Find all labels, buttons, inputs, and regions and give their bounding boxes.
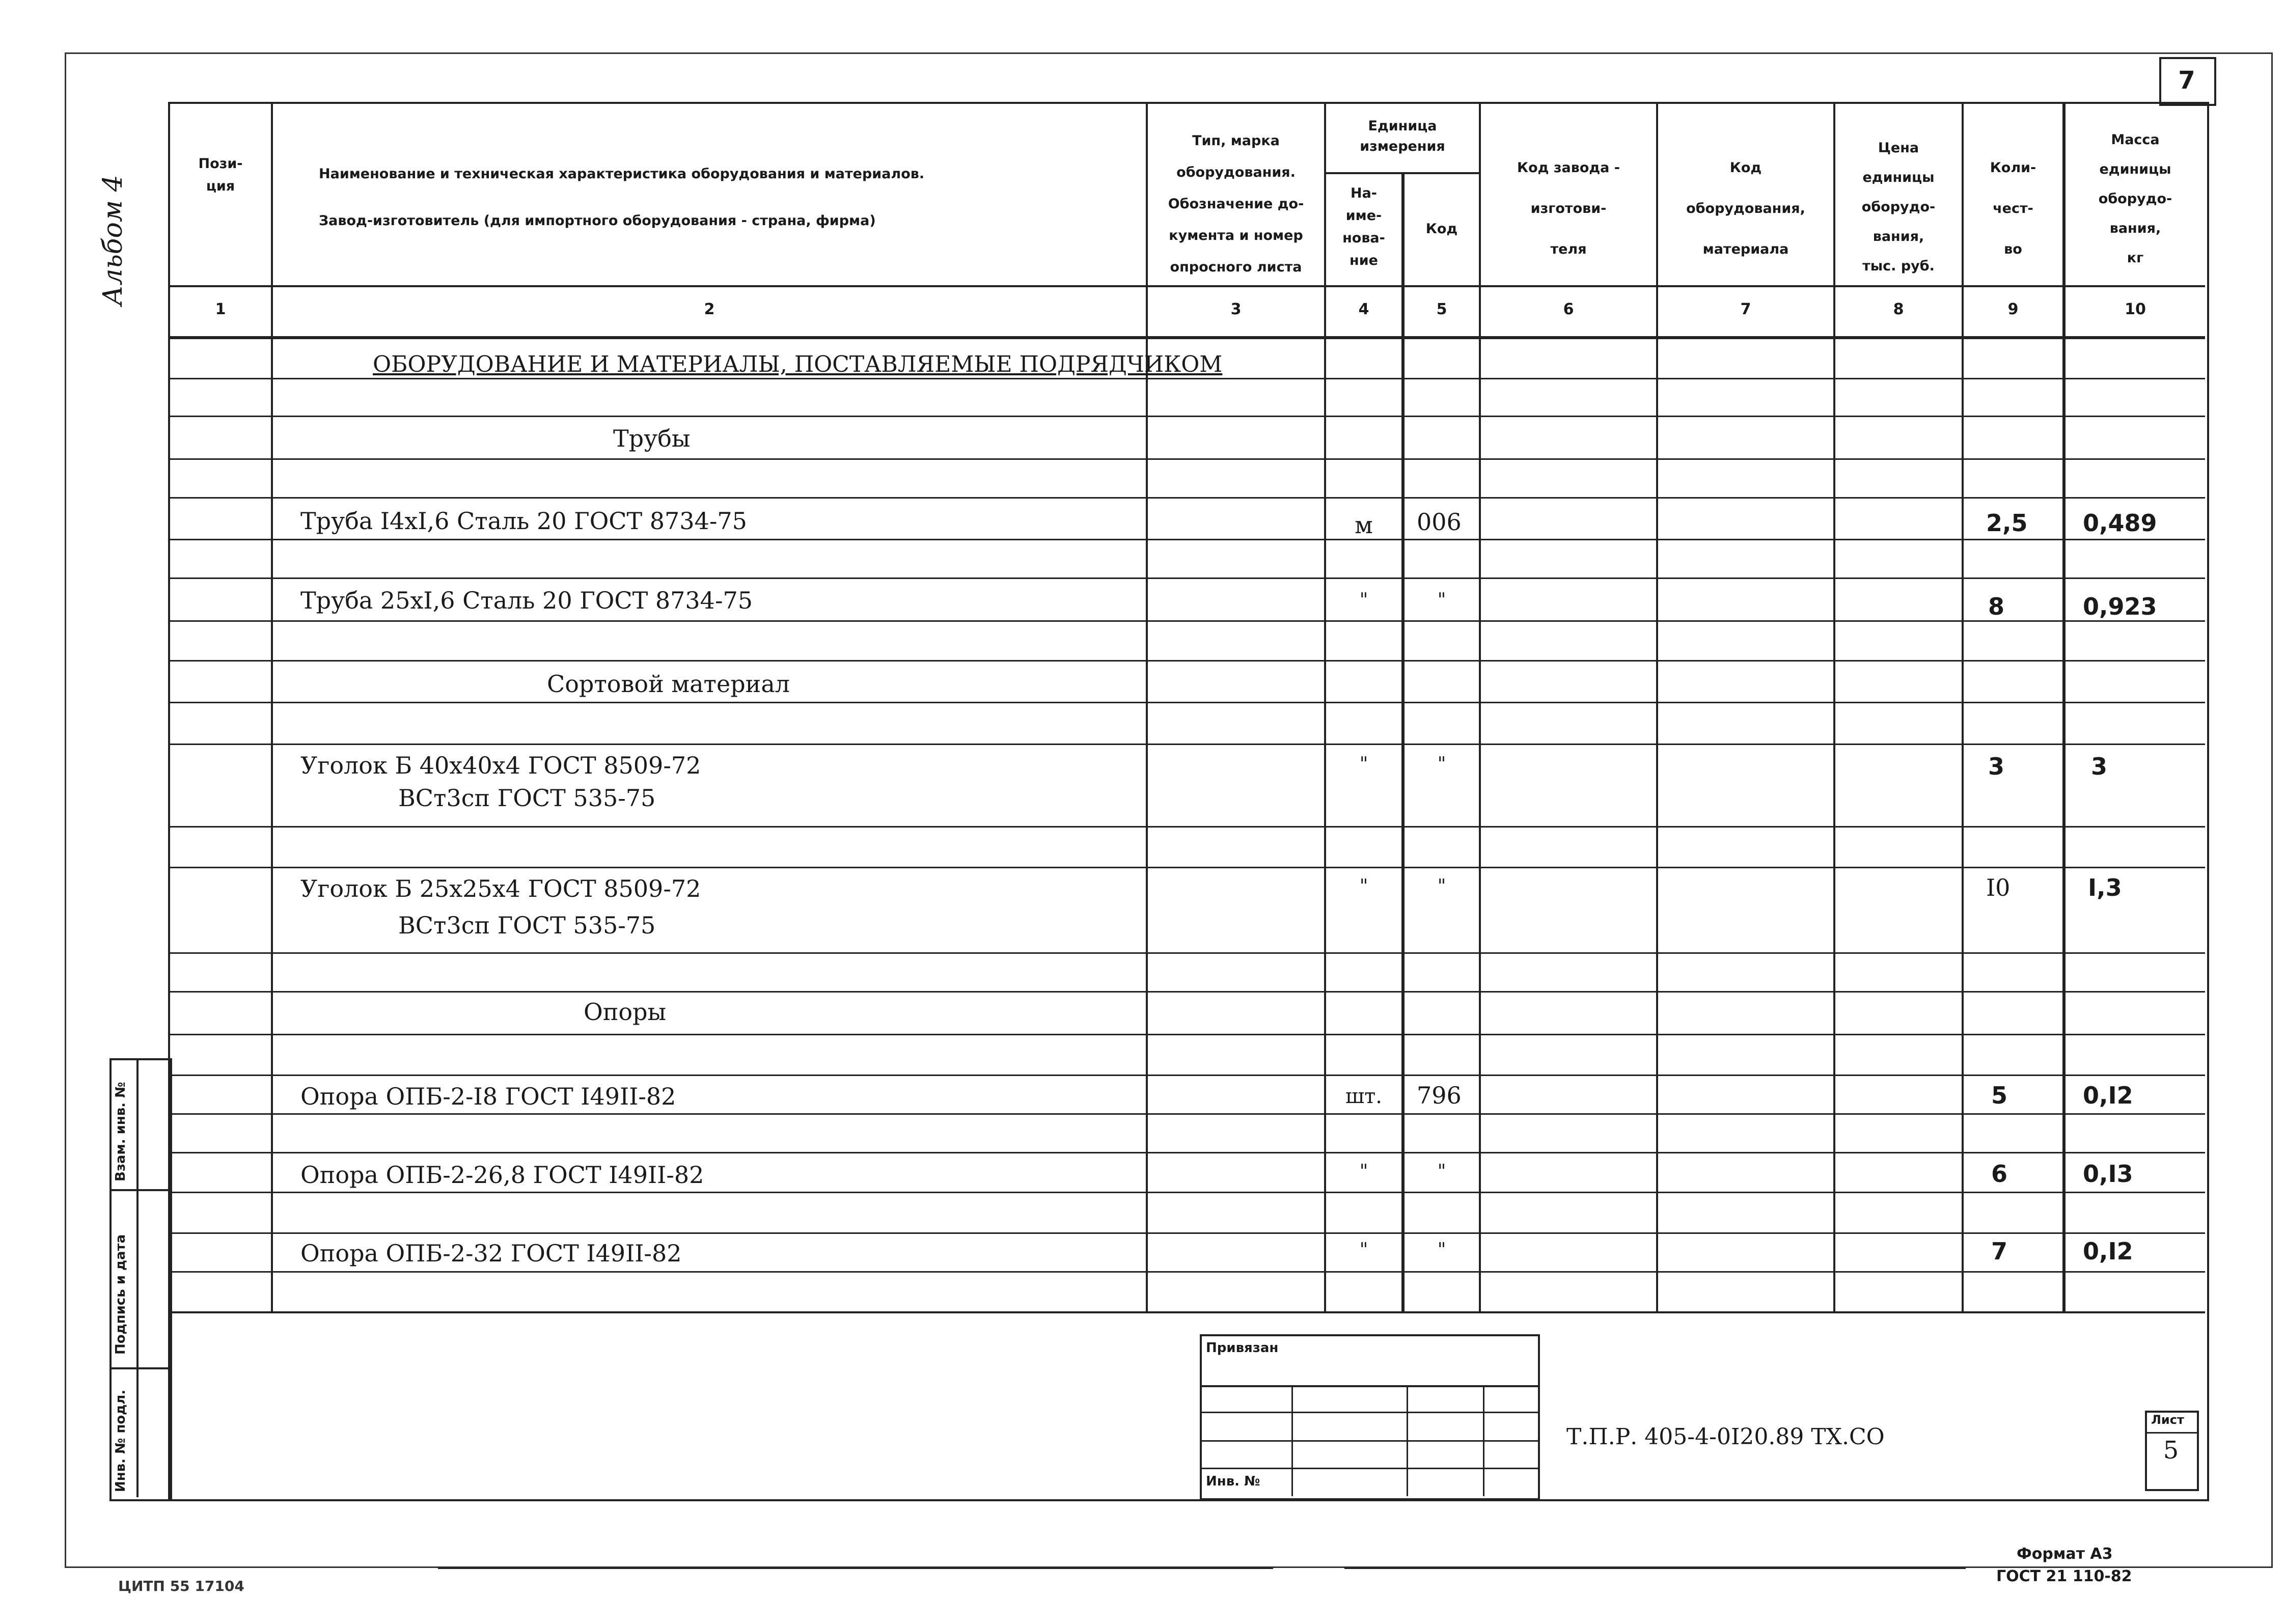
angle1-code: "	[1437, 754, 1446, 775]
support1-name: Опора ОПБ-2-I8 ГОСТ I49II-82	[300, 1083, 676, 1110]
angle2-qty: I0	[1986, 874, 2011, 901]
col-divider-3	[1324, 102, 1326, 1311]
row-line	[168, 1152, 2205, 1153]
angle1-mass: 3	[2091, 753, 2108, 780]
bound-label: Привязан	[1206, 1340, 1279, 1356]
angle2-code: "	[1437, 876, 1446, 897]
pipe1-qty: 2,5	[1986, 509, 2028, 537]
header-factory-code-line3: теля	[1550, 241, 1587, 257]
col-number: 6	[1563, 300, 1574, 318]
header-equipment-code-line3: материала	[1702, 241, 1789, 257]
col-divider-6	[1656, 102, 1658, 1311]
row-line	[168, 1034, 2205, 1035]
row-line	[168, 826, 2205, 828]
side-stamp-sign-date: Подпись и дата	[113, 1234, 128, 1355]
side-stamp-divider	[136, 1058, 139, 1497]
header-quantity-line2: чест-	[1993, 201, 2033, 216]
support1-mass: 0,I2	[2083, 1082, 2133, 1109]
support3-name: Опора ОПБ-2-32 ГОСТ I49II-82	[300, 1240, 682, 1267]
footer-gost: ГОСТ 21 110-82	[1996, 1567, 2132, 1585]
col-divider-5	[1479, 102, 1481, 1311]
side-stamp-inv-podl: Инв. № подл.	[113, 1389, 128, 1492]
row-line	[168, 577, 2205, 579]
col-number: 4	[1358, 300, 1369, 318]
colnum-bottom-line	[168, 336, 2205, 339]
pipe1-unit: м	[1355, 511, 1373, 539]
doc-code: Т.П.Р. 405-4-0I20.89 ТХ.СО	[1566, 1424, 1885, 1450]
header-equipment-code-line1: Код	[1729, 160, 1762, 176]
section-pipes-heading: Трубы	[613, 425, 691, 452]
row-line	[168, 991, 2205, 993]
row-line	[168, 867, 2205, 868]
pipe1-mass: 0,489	[2083, 509, 2157, 537]
header-price-line3: оборудо-	[1861, 199, 1936, 215]
support2-name: Опора ОПБ-2-26,8 ГОСТ I49II-82	[300, 1161, 704, 1189]
support1-code: 796	[1417, 1082, 1462, 1109]
header-mass-line1: Масса	[2111, 132, 2160, 148]
support2-code: "	[1437, 1161, 1446, 1182]
bound-divider	[1407, 1385, 1408, 1496]
header-unit-name-line3: нова-	[1342, 230, 1385, 246]
header-price-line4: вания,	[1873, 229, 1924, 244]
col-number: 3	[1230, 300, 1242, 318]
inv-label: Инв. №	[1206, 1474, 1260, 1489]
row-line	[168, 416, 2205, 417]
header-equipment-code	[1658, 148, 1833, 270]
bound-divider	[1483, 1385, 1484, 1496]
header-price	[1835, 133, 1962, 281]
pipe2-code: "	[1437, 590, 1446, 611]
header-unit-name-line1: На-	[1350, 185, 1378, 201]
header-quantity-line3: во	[2004, 241, 2022, 257]
header-unit-name-line2: име-	[1345, 208, 1382, 224]
bound-line	[1200, 1440, 1538, 1442]
bound-line	[1200, 1412, 1538, 1413]
header-type-line4: кумента и номер	[1169, 228, 1303, 243]
support3-code: "	[1437, 1240, 1446, 1260]
col-divider-7	[1833, 102, 1835, 1311]
pipe1-name: Труба I4xI,6 Сталь 20 ГОСТ 8734-75	[300, 507, 747, 535]
bound-line	[1200, 1468, 1538, 1469]
header-factory-code-line2: изготови-	[1530, 201, 1607, 216]
footer-left-code: ЦИТП 55 17104	[118, 1578, 244, 1594]
header-price-line1: Цена	[1878, 140, 1919, 156]
header-name-line2: Завод-изготовитель (для импортного оборудования - страна, фирма)	[319, 213, 876, 229]
bound-line	[1200, 1385, 1538, 1387]
header-name-line1: Наименование и техническая характеристика оборудования и материалов.	[319, 166, 925, 182]
sheet-value: 5	[2163, 1436, 2179, 1465]
header-position	[170, 153, 271, 198]
footer-format: Формат А3	[2017, 1545, 2113, 1563]
row-line	[168, 1075, 2205, 1076]
col-number: 5	[1436, 300, 1447, 318]
row-line	[168, 660, 2205, 662]
angle2-unit: "	[1359, 876, 1368, 897]
pipe2-qty: 8	[1988, 593, 2005, 620]
header-price-line2: единицы	[1862, 170, 1935, 185]
row-line	[168, 458, 2205, 460]
side-stamp-vzam-inv: Взам. инв. №	[113, 1082, 128, 1181]
angle1-name2: ВСт3сп ГОСТ 535-75	[398, 784, 656, 812]
header-type-line3: Обозначение до-	[1168, 196, 1304, 212]
section-supports-heading: Опоры	[584, 998, 667, 1026]
col-divider-1	[271, 102, 273, 1311]
table-bottom-line	[168, 1311, 2205, 1313]
header-equipment-code-line2: оборудования,	[1686, 201, 1805, 216]
header-unit-line2: измерения	[1360, 139, 1445, 154]
support1-unit: шт.	[1345, 1085, 1383, 1108]
col-divider-2	[1146, 102, 1148, 1311]
row-line	[168, 1232, 2205, 1234]
header-bottom-line	[168, 285, 2205, 287]
row-line	[168, 1113, 2205, 1115]
album-label: Альбом 4	[98, 175, 128, 306]
top-sheet-number: 7	[2178, 66, 2195, 95]
row-line	[168, 702, 2205, 703]
header-unit-name	[1326, 182, 1401, 272]
header-type	[1148, 125, 1324, 283]
sheet-label: Лист	[2151, 1413, 2184, 1427]
angle2-name: Уголок Б 25x25x4 ГОСТ 8509-72	[300, 875, 701, 902]
col-divider-8	[1962, 102, 1964, 1311]
footer-line	[1344, 1567, 1966, 1569]
header-quantity	[1964, 148, 2062, 270]
sheet-box-line	[2145, 1432, 2197, 1434]
angle2-name2: ВСт3сп ГОСТ 535-75	[398, 912, 656, 939]
header-mass-line4: вания,	[2109, 221, 2161, 236]
header-unit	[1326, 116, 1479, 157]
header-price-line5: тыс. руб.	[1862, 258, 1935, 274]
section-profile-heading: Сортовой материал	[547, 670, 790, 698]
section-main-heading: ОБОРУДОВАНИЕ И МАТЕРИАЛЫ, ПОСТАВЛЯЕМЫЕ ПОДРЯДЧИКОМ	[373, 351, 1223, 377]
pipe2-mass: 0,923	[2083, 593, 2157, 620]
header-position-line1: Пози-	[198, 156, 243, 172]
header-mass-line2: единицы	[2099, 161, 2171, 177]
header-type-line1: Тип, марка	[1192, 133, 1280, 149]
angle1-name: Уголок Б 40x40x4 ГОСТ 8509-72	[300, 752, 701, 779]
angle2-mass: I,3	[2088, 874, 2122, 901]
row-line	[168, 744, 2205, 745]
row-line	[168, 1271, 2205, 1273]
support2-mass: 0,I3	[2083, 1160, 2133, 1188]
row-line	[168, 539, 2205, 540]
row-line	[168, 952, 2205, 954]
header-type-line2: оборудования.	[1176, 164, 1296, 180]
col-number: 8	[1893, 300, 1904, 318]
angle1-unit: "	[1359, 754, 1368, 775]
header-mass-line3: оборудо-	[2098, 191, 2172, 207]
pipe2-unit: "	[1359, 590, 1368, 611]
header-name	[273, 151, 1146, 244]
row-line	[168, 620, 2205, 622]
header-mass-line5: кг	[2127, 250, 2144, 266]
col-number: 2	[704, 300, 715, 318]
row-line	[168, 378, 2205, 379]
support3-unit: "	[1359, 1240, 1368, 1260]
header-unit-code: Код	[1425, 221, 1458, 237]
header-factory-code	[1481, 148, 1656, 270]
footer-line	[438, 1567, 1273, 1569]
angle1-qty: 3	[1988, 753, 2005, 780]
side-stamp-line	[109, 1367, 168, 1369]
support3-mass: 0,I2	[2083, 1237, 2133, 1265]
bound-divider	[1291, 1385, 1293, 1496]
header-position-line2: ция	[206, 178, 235, 194]
header-unit-name-line4: ние	[1350, 253, 1378, 268]
header-type-line5: опросного листа	[1170, 259, 1302, 275]
col-number: 9	[2007, 300, 2019, 318]
pipe1-code: 006	[1417, 508, 1462, 536]
row-line	[168, 1192, 2205, 1193]
support1-qty: 5	[1991, 1082, 2008, 1109]
col-number: 1	[215, 300, 226, 318]
pipe2-name: Труба 25xI,6 Сталь 20 ГОСТ 8734-75	[300, 587, 753, 614]
side-stamp-line	[109, 1189, 168, 1191]
header-quantity-line1: Коли-	[1990, 160, 2036, 176]
support2-unit: "	[1359, 1161, 1368, 1182]
support3-qty: 7	[1991, 1237, 2008, 1265]
row-line	[168, 497, 2205, 499]
header-unit-line1: Единица	[1368, 118, 1437, 134]
col-number: 10	[2125, 300, 2146, 318]
col-divider-4	[1401, 172, 1405, 1311]
header-factory-code-line1: Код завода -	[1517, 160, 1620, 176]
col-number: 7	[1740, 300, 1751, 318]
col-divider-9	[2062, 102, 2066, 1311]
support2-qty: 6	[1991, 1160, 2008, 1188]
header-mass	[2066, 125, 2205, 273]
